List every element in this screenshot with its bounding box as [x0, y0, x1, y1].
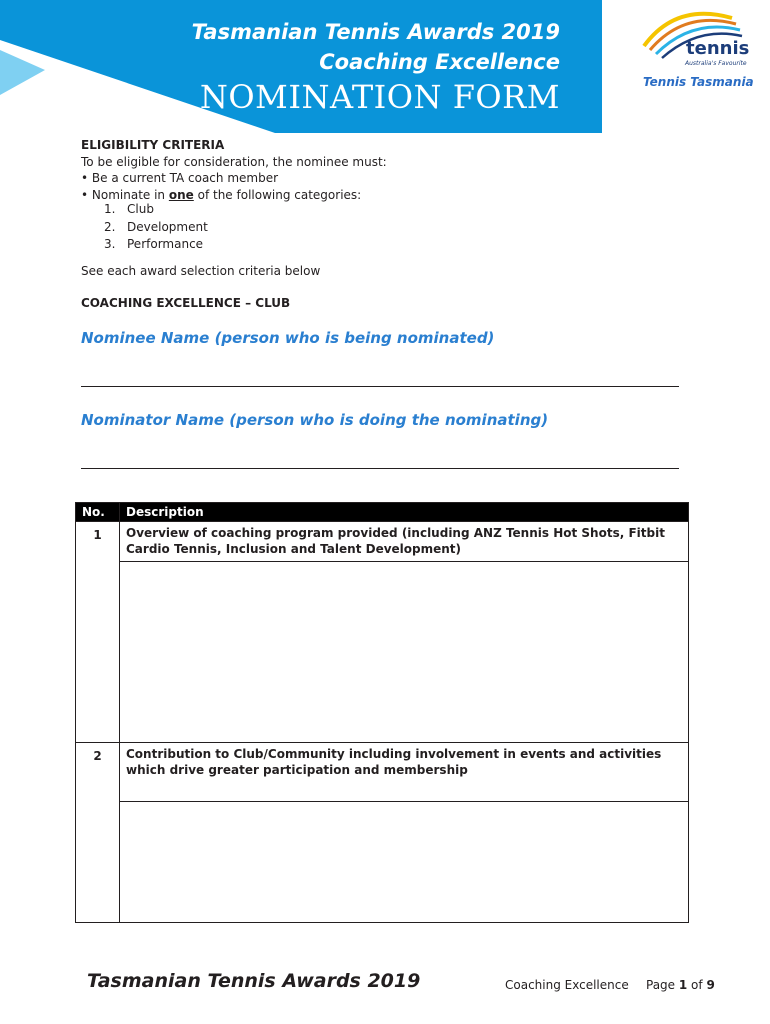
category-label: Club	[127, 202, 154, 216]
form-title: NOMINATION FORM	[199, 78, 560, 116]
page-number: 1	[678, 978, 688, 992]
logo-tagline: Australia's Favourite	[685, 60, 747, 67]
table-row	[76, 743, 689, 802]
bullet-2-emphasis: one	[168, 187, 194, 202]
eligibility-title: ELIGIBILITY CRITERIA	[81, 138, 225, 152]
row-number: 1	[76, 522, 120, 743]
row-description: Overview of coaching program provided (including ANZ Tennis Hot Shots, Fitbit Cardio Tennis, Inclusion and Talent Development)	[120, 522, 689, 562]
category-number: 2.	[104, 219, 116, 234]
nominee-name-label: Nominee Name (person who is being nominated)	[81, 329, 495, 347]
page-of: of	[687, 978, 707, 992]
category-number: 3.	[104, 237, 116, 251]
description-table	[75, 502, 689, 923]
page-prefix: Page	[646, 978, 679, 992]
category-heading: COACHING EXCELLENCE – CLUB	[81, 296, 291, 310]
category-list	[104, 201, 208, 254]
table-row-answer	[76, 562, 689, 743]
logo-word: tennis	[686, 38, 750, 59]
column-header-no: No.	[76, 503, 120, 522]
table-row-answer	[76, 802, 689, 923]
footer-category: Coaching Excellence	[505, 978, 629, 992]
nominator-name-field[interactable]	[81, 468, 679, 469]
category-item	[104, 219, 208, 237]
nominee-name-field[interactable]	[81, 386, 679, 387]
eligibility-intro: To be eligible for consideration, the nominee must:	[81, 154, 387, 169]
table-row	[76, 522, 689, 562]
page-indicator	[646, 978, 715, 992]
bullet-2-suffix: of the following categories:	[193, 187, 362, 202]
bullet-2-prefix: • Nominate in	[81, 187, 169, 202]
header-banner	[0, 0, 602, 133]
category-label: Development	[127, 219, 208, 234]
logo-subtitle: Tennis Tasmania	[643, 75, 754, 89]
eligibility-bullet-1: • Be a current TA coach member	[81, 171, 279, 185]
tennis-tasmania-logo	[636, 8, 754, 92]
page-total: 9	[706, 978, 715, 992]
column-header-description: Description	[120, 503, 689, 522]
eligibility-section	[81, 137, 387, 203]
table-header-row	[76, 503, 689, 522]
see-criteria-note: See each award selection criteria below	[81, 264, 321, 278]
row-number: 2	[76, 743, 120, 923]
category-item	[104, 201, 208, 219]
row-description: Contribution to Club/Community including involvement in events and activities which drive greater participation and membership	[120, 743, 689, 802]
nominator-name-label: Nominator Name (person who is doing the nominating)	[81, 411, 549, 429]
category-item	[104, 236, 208, 254]
header-category-title: Coaching Excellence	[319, 50, 560, 74]
category-label: Performance	[127, 237, 204, 251]
footer-title: Tasmanian Tennis Awards 2019	[87, 970, 421, 992]
header-awards-title: Tasmanian Tennis Awards 2019	[191, 20, 560, 44]
answer-box-2[interactable]	[120, 802, 689, 923]
category-number: 1.	[104, 202, 116, 216]
answer-box-1[interactable]	[120, 562, 689, 743]
